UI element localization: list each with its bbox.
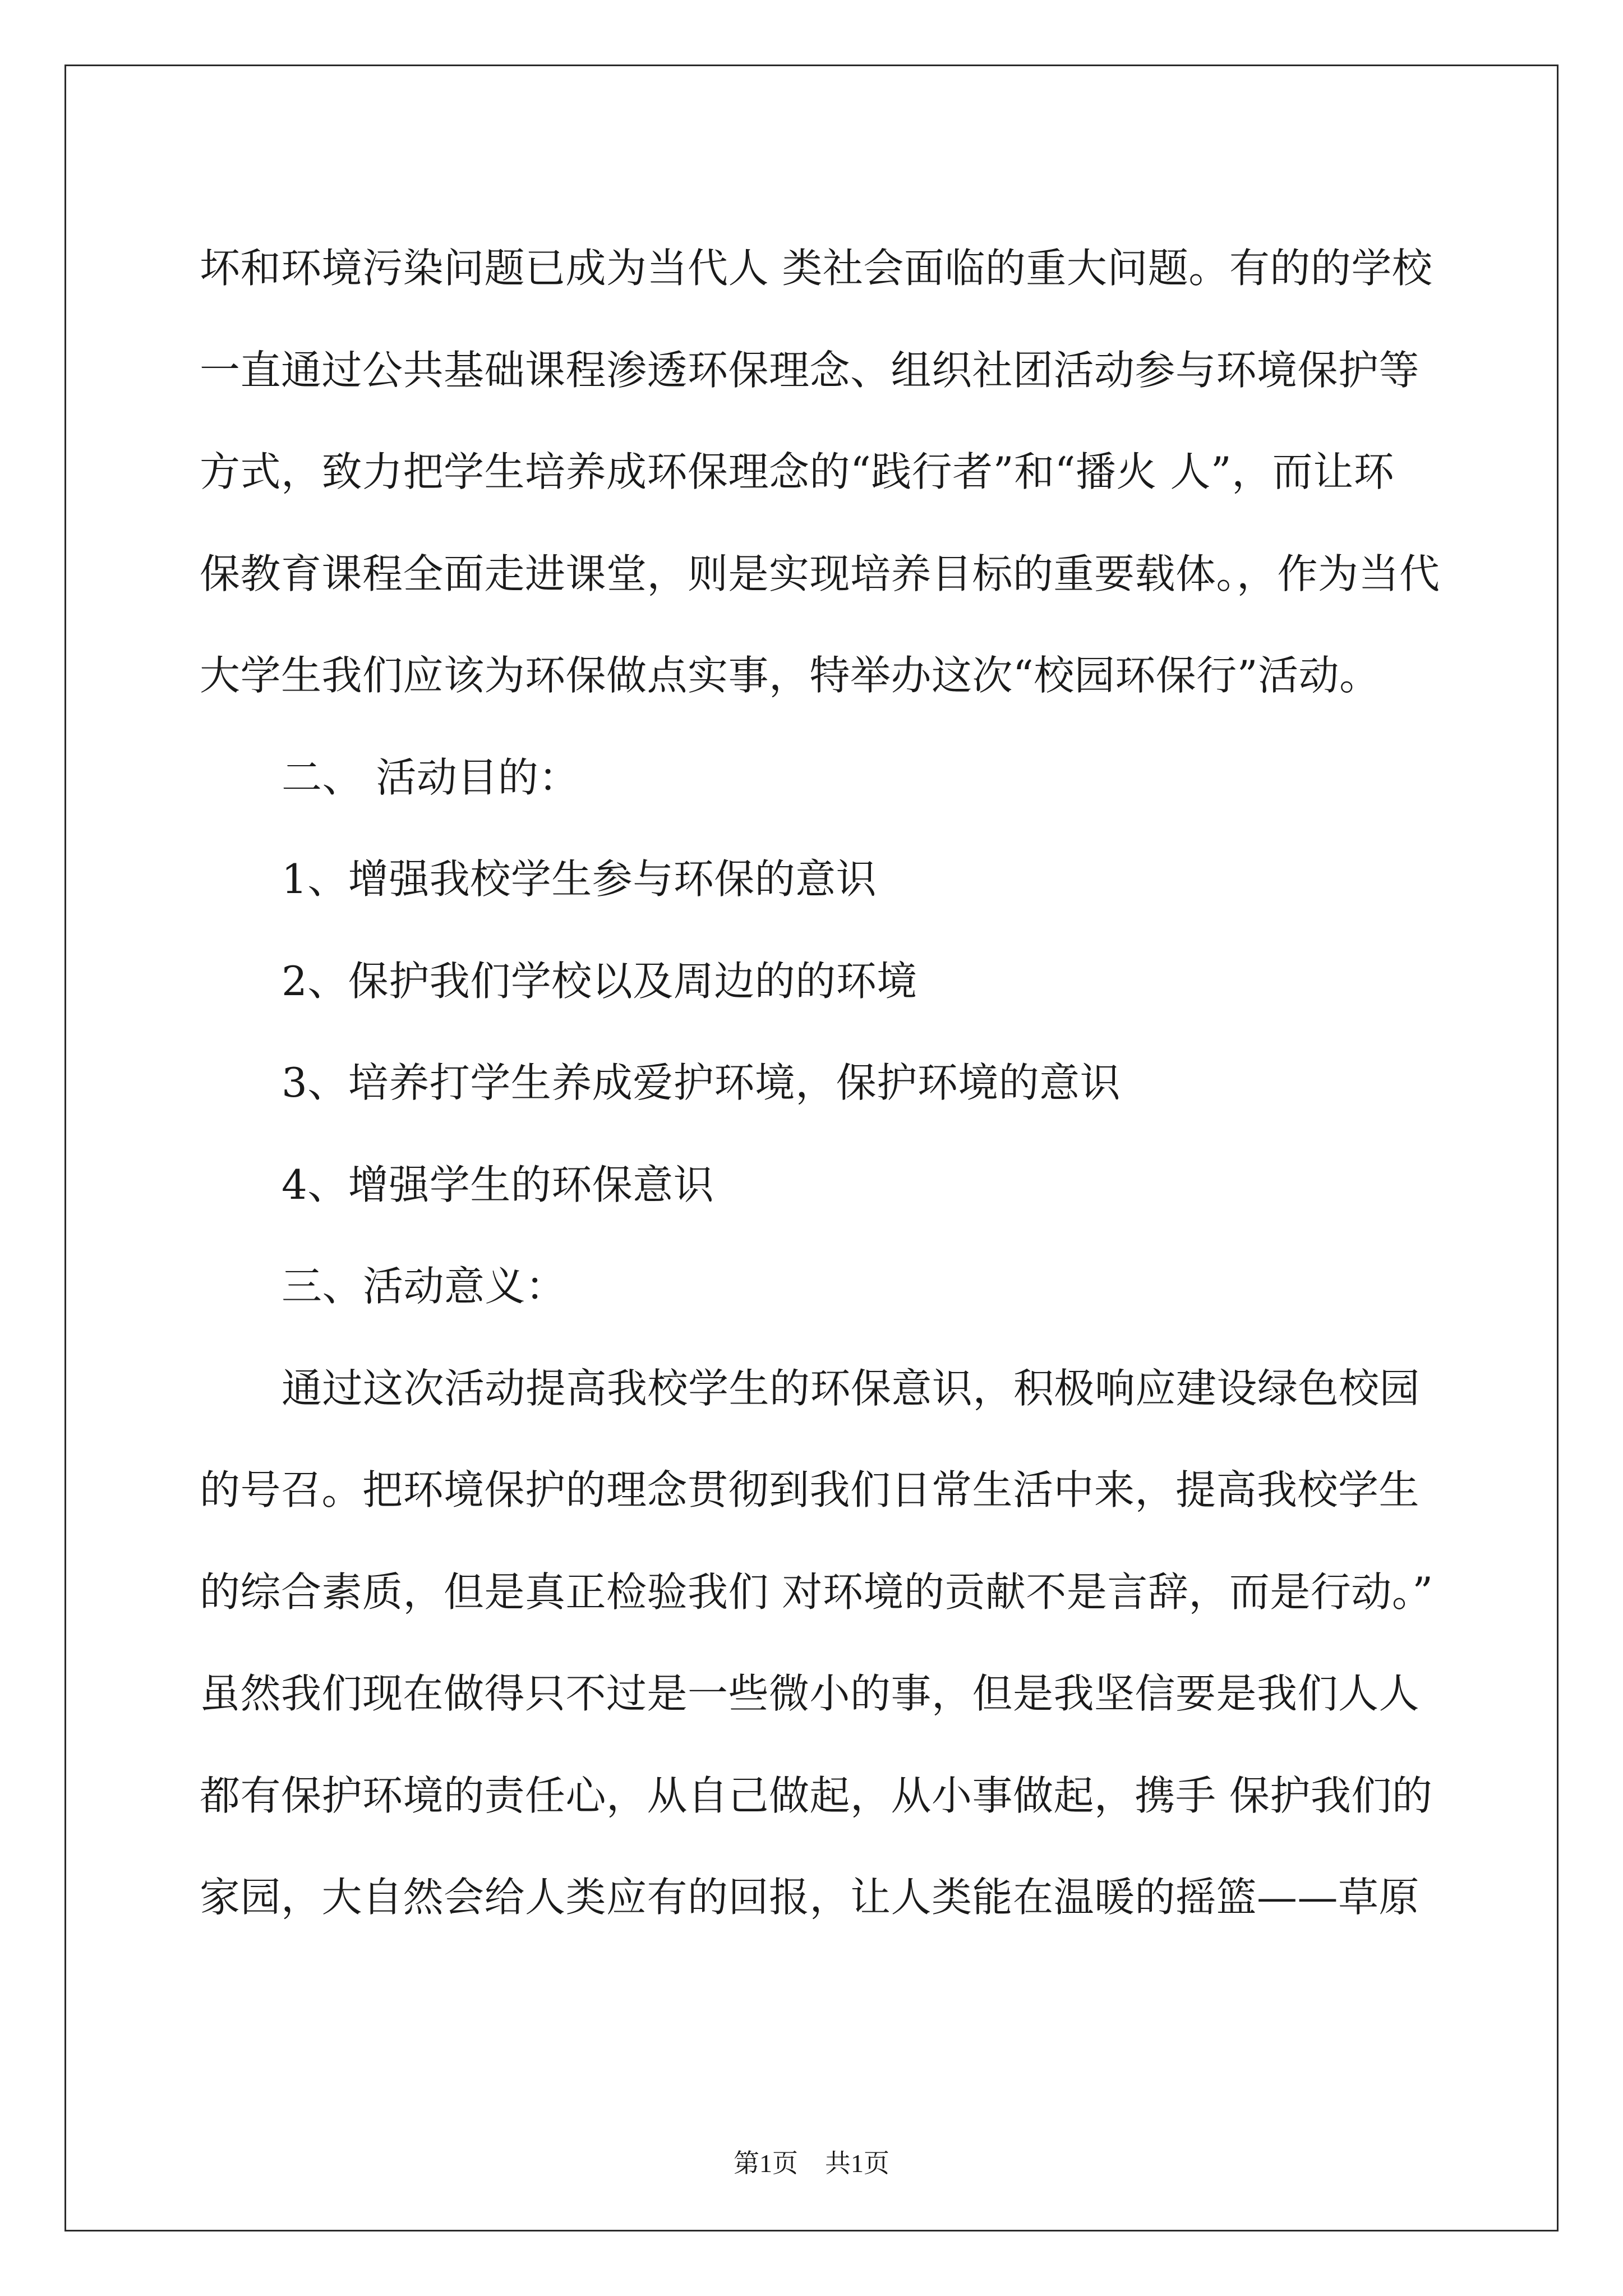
list-item: 1、增强我校学生参与环保的意识	[282, 855, 877, 903]
list-item: 2、保护我们学校以及周边的的环境	[282, 957, 917, 1005]
section-heading: 三、活动意义：	[282, 1263, 566, 1310]
text-line: 方式，致力把学生培养成环保理念的“践行者”和“播火 人”，而让环	[200, 448, 1395, 495]
section-heading: 二、 活动目的：	[282, 753, 579, 801]
paragraph-line: 的综合素质，但是真正检验我们 对环境的贡献不是言辞，而是行动。”	[200, 1568, 1433, 1616]
page-number-current: 第1页	[734, 2149, 798, 2178]
document-body	[200, 218, 1440, 1949]
list-item: 4、增强学生的环保意识	[282, 1161, 714, 1208]
paragraph-line: 家园，大自然会给人类应有的回报，让人类能在温暖的摇篮——草原	[200, 1874, 1420, 1921]
page-footer	[0, 2143, 1623, 2180]
list-item: 3、培养打学生养成爱护环境，保护环境的意识	[282, 1059, 1121, 1106]
paragraph-line: 通过这次活动提高我校学生的环保意识，积极响应建设绿色校园	[282, 1364, 1421, 1412]
paragraph-line: 虽然我们现在做得只不过是一些微小的事，但是我坚信要是我们人人	[200, 1670, 1420, 1717]
text-line: 大学生我们应该为环保做点实事，特举办这次“校园环保行”活动。	[200, 652, 1380, 699]
paragraph-line: 都有保护环境的责任心，从自己做起，从小事做起，携手 保护我们的	[200, 1772, 1433, 1819]
text-line: 一直通过公共基础课程渗透环保理念、组织社团活动参与环境保护等	[200, 346, 1420, 394]
page-number-total: 共1页	[825, 2149, 889, 2178]
text-line: 保教育课程全面走进课堂，则是实现培养目标的重要载体。，作为当代	[200, 550, 1440, 597]
paragraph-line: 的号召。把环境保护的理念贯彻到我们日常生活中来，提高我校学生	[200, 1466, 1420, 1513]
text-line: 坏和环境污染问题已成为当代人 类社会面临的重大问题。有的的学校	[200, 245, 1433, 292]
